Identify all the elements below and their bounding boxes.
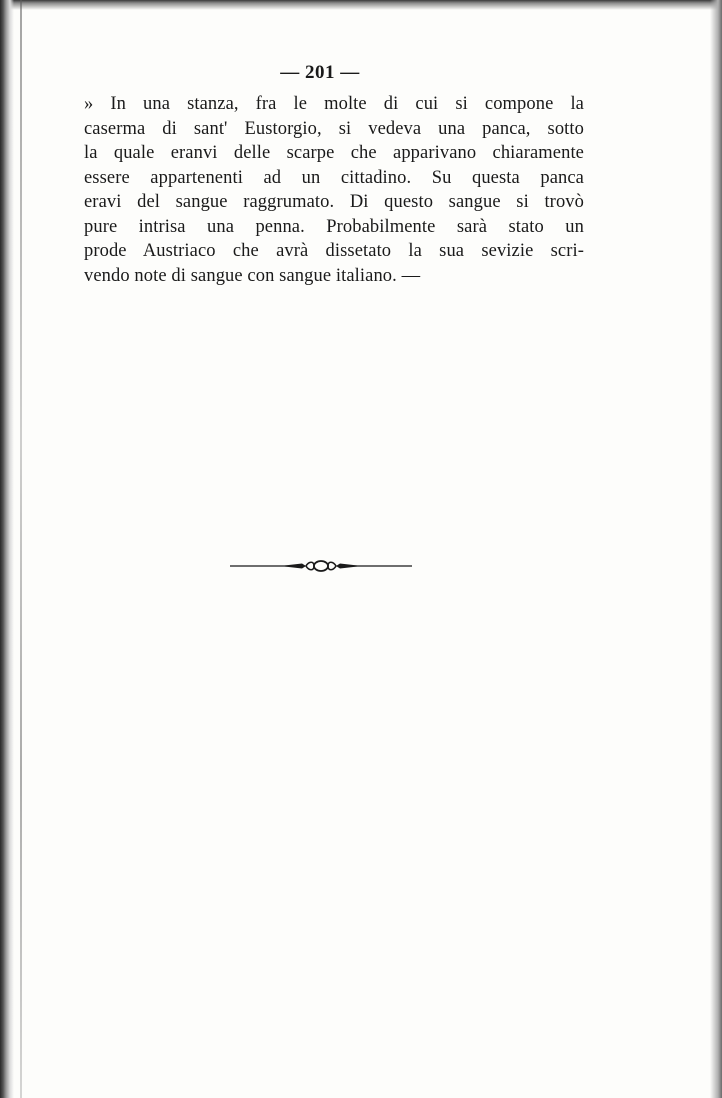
decorative-rule-ornament-icon	[230, 556, 412, 576]
page-number: — 201 —	[280, 62, 360, 83]
paragraph-line-1: » In una stanza, fra le molte di cui si compone la	[84, 94, 584, 114]
scan-binding-line	[20, 0, 22, 1098]
paragraph-line-2: caserma di sant' Eustorgio, si vedeva una panca, sotto	[84, 118, 584, 139]
body-paragraph	[84, 92, 584, 288]
paragraph-line-5: eravi del sangue raggrumato. Di questo sangue si trovò	[84, 192, 584, 212]
paragraph-line-7: prode Austriaco che avrà dissetato la sua sevizie scri-	[84, 241, 584, 261]
scan-right-edge	[710, 0, 722, 1098]
paragraph-line-6: pure intrisa una penna. Probabilmente sarà stato un	[84, 216, 584, 237]
paragraph-line-3: la quale eranvi delle scarpe che apparivano chiaramente	[84, 143, 584, 163]
scan-binding-edge	[0, 0, 14, 1098]
scan-top-edge	[0, 0, 722, 10]
paragraph-line-4: essere appartenenti ad un cittadino. Su questa panca	[84, 167, 584, 188]
paragraph-line-8: vendo note di sangue con sangue italiano. —	[84, 265, 421, 286]
